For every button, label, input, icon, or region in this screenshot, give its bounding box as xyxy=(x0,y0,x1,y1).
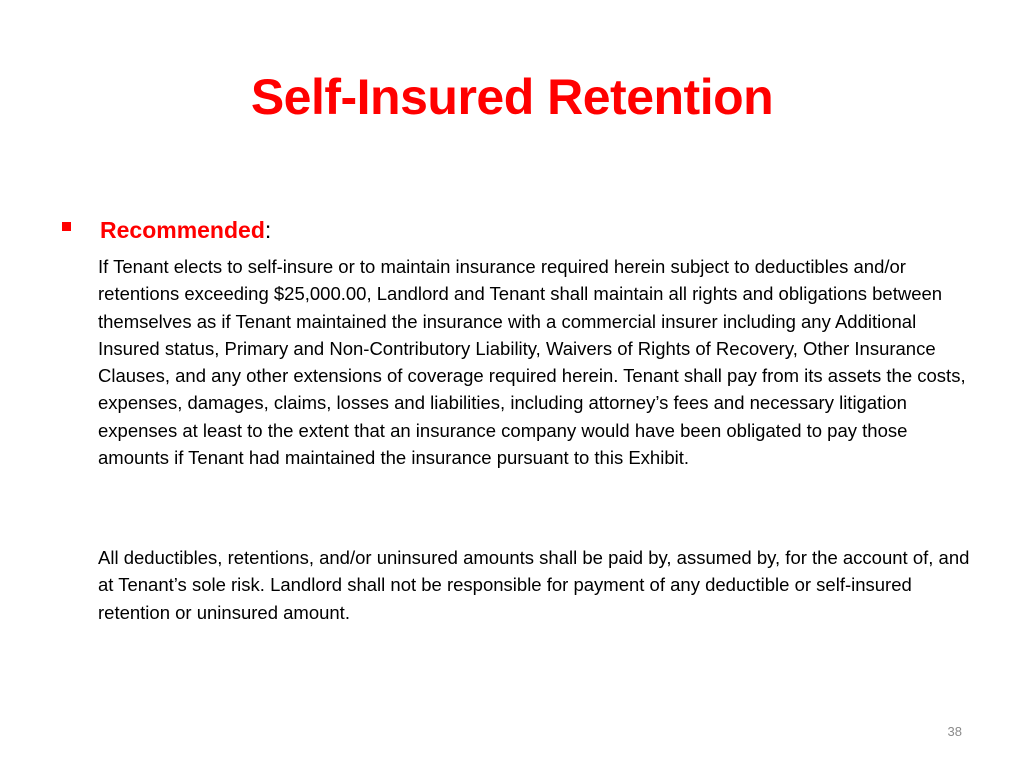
bullet-heading: Recommended xyxy=(100,217,265,243)
page-number: 38 xyxy=(947,724,962,739)
bullet-row xyxy=(62,214,271,246)
paragraph-self-insure: If Tenant elects to self-insure or to maintain insurance required herein subject to deductibles and/or retentions exceeding $25,000.00, Landlord and Tenant shall maintain all rights and obligations between themselves as if Tenant maintained the insurance with a commercial insurer including any Additional Insured status, Primary and Non-Contributory Liability, Waivers of Rights of Recovery, Other Insurance Clauses, and any other extensions of coverage required herein. Tenant shall pay from its assets the costs, expenses, damages, claims, losses and liabilities, including attorney’s fees and necessary litigation expenses at least to the extent that an insurance company would have been obligated to pay those amounts if Tenant had maintained the insurance pursuant to this Exhibit. xyxy=(98,256,966,469)
slide-title: Self-Insured Retention xyxy=(250,69,774,125)
bullet-colon: : xyxy=(264,217,272,243)
paragraph-deductibles: All deductibles, retentions, and/or uninsured amounts shall be paid by, assumed by, for the account of, and at Tenant’s sole risk. Landlord shall not be responsible for payment of any deductible or self-insured retention or uninsured amount. xyxy=(98,547,970,623)
square-bullet-icon xyxy=(62,222,71,231)
